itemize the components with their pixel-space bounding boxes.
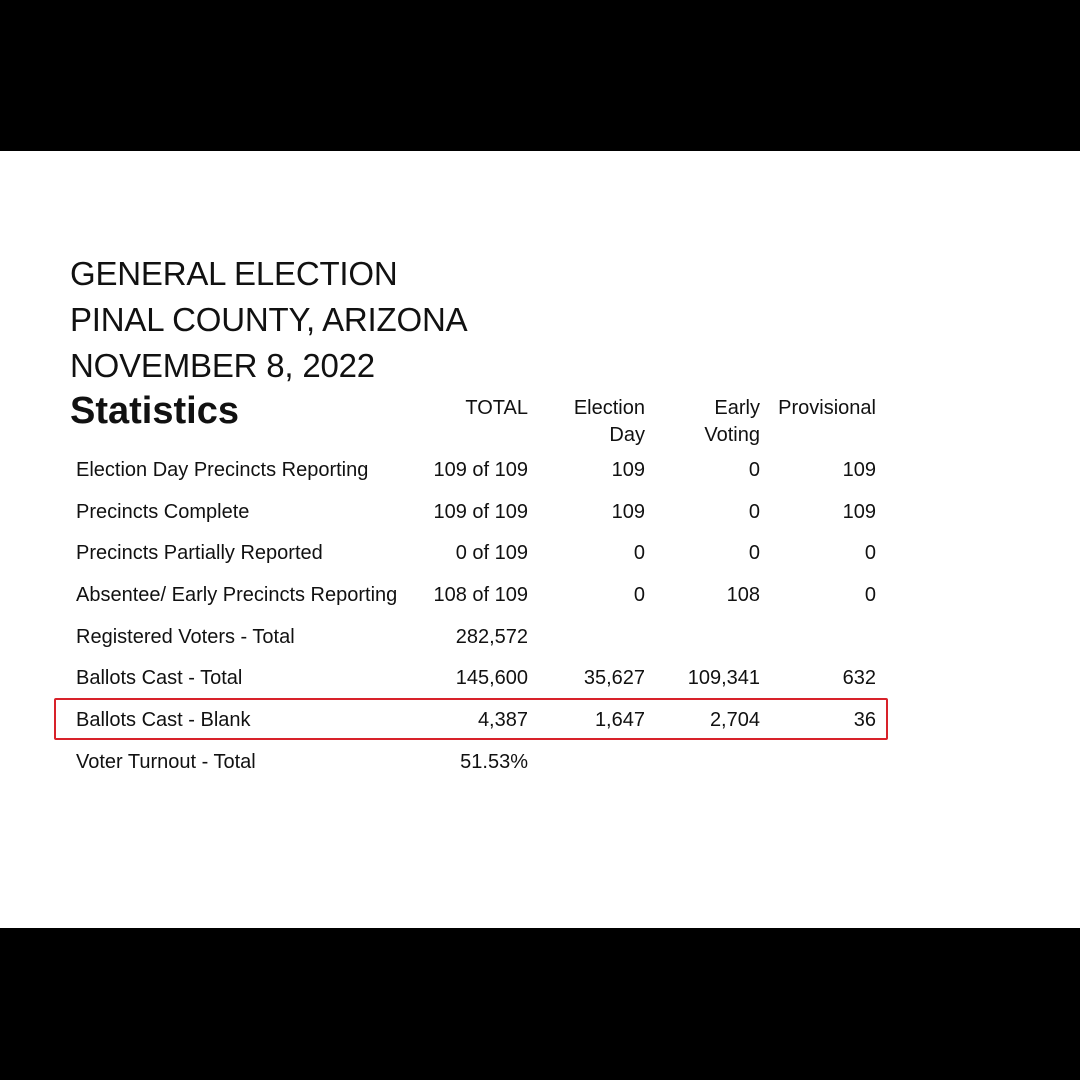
table-row	[0, 494, 1080, 530]
cell-provisional: 0	[864, 584, 876, 606]
cell-early-voting: 0	[748, 459, 760, 481]
column-header-provisional	[778, 395, 876, 422]
table-row	[0, 744, 1080, 780]
cell-total: 109 of 109	[433, 459, 528, 481]
table-row-highlighted	[0, 702, 1080, 738]
cell-early-voting: 108	[726, 584, 760, 606]
column-header-early-voting	[704, 395, 760, 449]
cell-total: 282,572	[455, 626, 528, 648]
cell-election-day: 0	[633, 542, 645, 564]
cell-total: 145,600	[455, 667, 528, 689]
cell-total: 4,387	[477, 709, 528, 731]
row-label: Election Day Precincts Reporting	[76, 459, 369, 481]
cell-provisional: 109	[842, 459, 876, 481]
cell-provisional: 632	[842, 667, 876, 689]
document-page	[0, 151, 1080, 928]
letterbox-bottom	[0, 928, 1080, 1080]
row-label: Registered Voters - Total	[76, 626, 295, 648]
column-header-election-day-line2: Day	[609, 424, 645, 446]
cell-election-day: 0	[633, 584, 645, 606]
table-row	[0, 660, 1080, 696]
cell-election-day: 1,647	[594, 709, 645, 731]
cell-early-voting: 0	[748, 501, 760, 523]
document-heading	[70, 251, 467, 389]
cell-election-day: 35,627	[583, 667, 645, 689]
heading-election: GENERAL ELECTION	[70, 255, 398, 292]
cell-total: 0 of 109	[455, 542, 528, 564]
heading-date: NOVEMBER 8, 2022	[70, 347, 375, 384]
row-label: Absentee/ Early Precincts Reporting	[76, 584, 398, 606]
table-row	[0, 619, 1080, 655]
row-label: Ballots Cast - Total	[76, 667, 243, 689]
column-header-early-voting-line1: Early	[714, 397, 760, 419]
cell-early-voting: 2,704	[709, 709, 760, 731]
table-row	[0, 535, 1080, 571]
column-header-total	[465, 395, 528, 422]
row-label: Ballots Cast - Blank	[76, 709, 251, 731]
row-label: Precincts Complete	[76, 501, 250, 523]
column-header-election-day	[574, 395, 645, 449]
cell-total: 108 of 109	[433, 584, 528, 606]
section-title: Statistics	[70, 390, 239, 432]
cell-provisional: 109	[842, 501, 876, 523]
column-header-early-voting-line2: Voting	[704, 424, 760, 446]
heading-county: PINAL COUNTY, ARIZONA	[70, 301, 468, 338]
column-header-total-line: TOTAL	[465, 397, 528, 419]
cell-early-voting: 109,341	[687, 667, 760, 689]
row-label: Precincts Partially Reported	[76, 542, 323, 564]
row-label: Voter Turnout - Total	[76, 751, 256, 773]
cell-provisional: 0	[864, 542, 876, 564]
cell-total: 109 of 109	[433, 501, 528, 523]
cell-provisional: 36	[853, 709, 876, 731]
letterbox-top	[0, 0, 1080, 151]
cell-early-voting: 0	[748, 542, 760, 564]
column-header-election-day-line1: Election	[573, 397, 645, 419]
table-row	[0, 452, 1080, 488]
table-row	[0, 577, 1080, 613]
cell-election-day: 109	[611, 501, 645, 523]
cell-election-day: 109	[611, 459, 645, 481]
column-header-provisional-line: Provisional	[778, 397, 876, 419]
cell-total: 51.53%	[460, 751, 528, 773]
